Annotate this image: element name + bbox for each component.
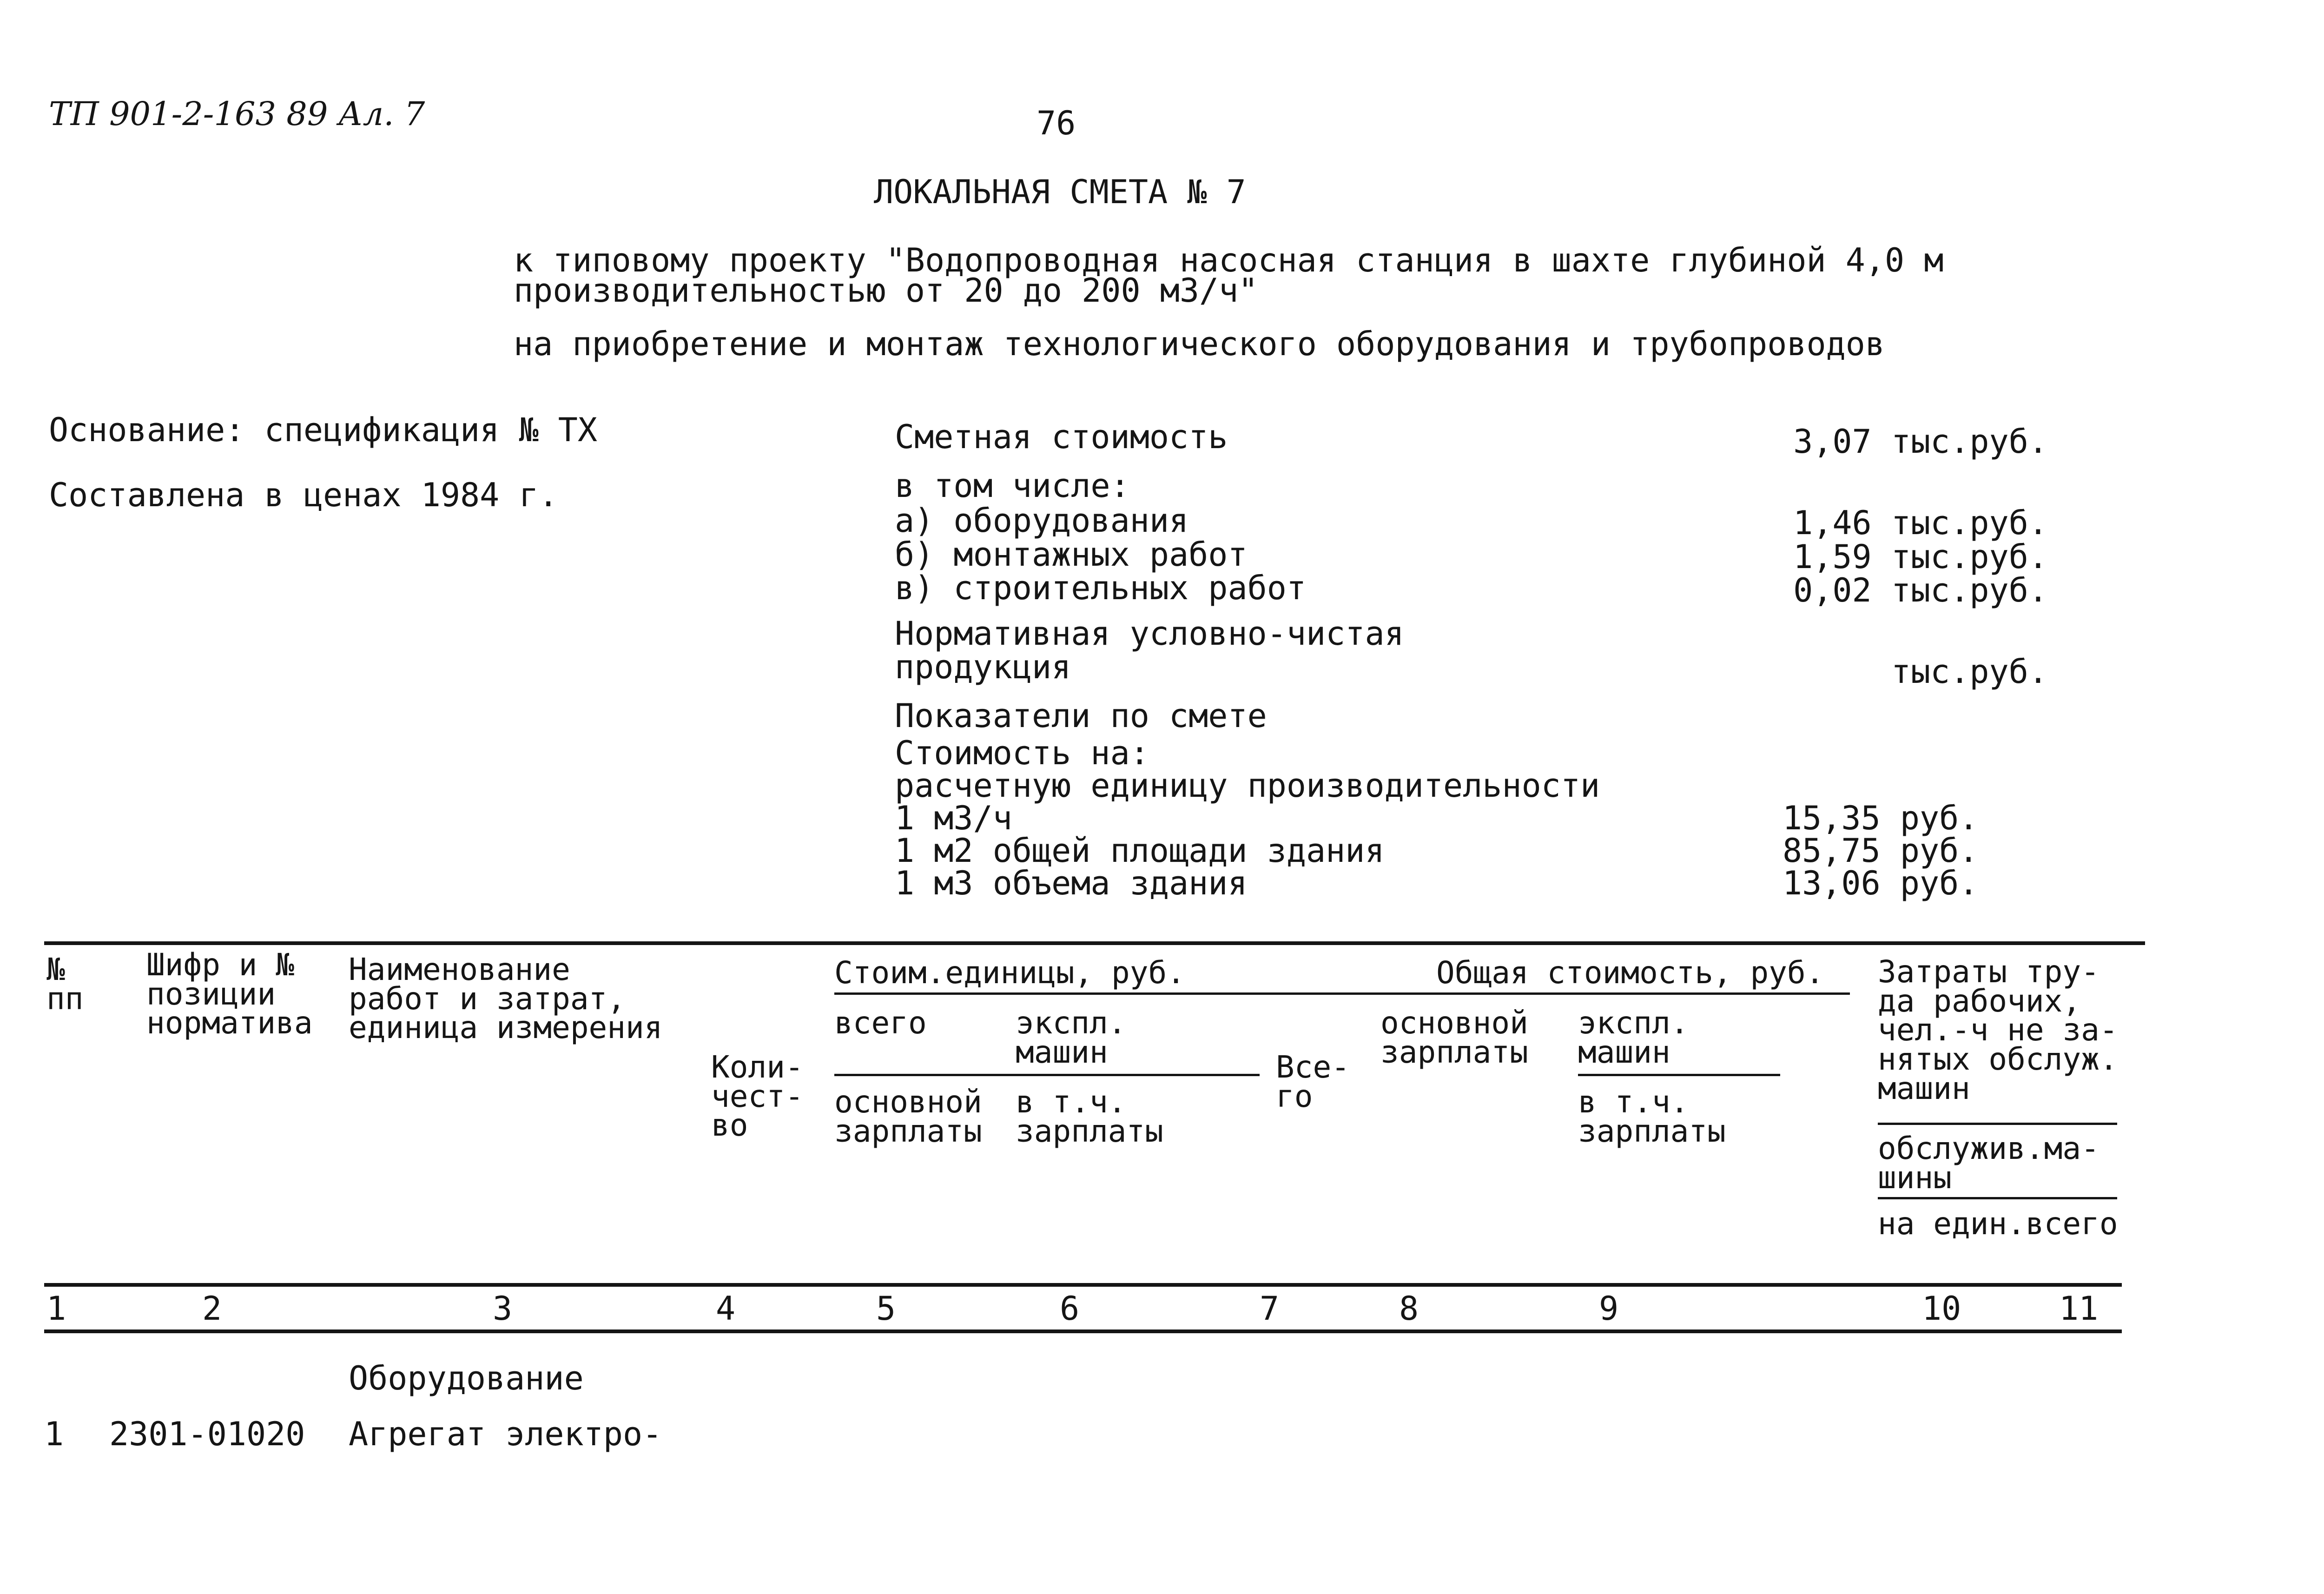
header-col5-bottom: основной зарплаты [834, 1084, 982, 1149]
item-equipment-value: 1,46 тыс.руб. [1793, 504, 2048, 542]
table-top-rule [44, 941, 2145, 945]
normative-label-1: Нормативная условно-чистая [895, 615, 1404, 653]
item-installation-value: 1,59 тыс.руб. [1793, 538, 2048, 576]
item-construction-value: 0,02 тыс.руб. [1793, 571, 2048, 609]
column-number-3: 3 [493, 1290, 513, 1328]
subtitle-line-2: производительностью от 20 до 200 м3/ч" [514, 271, 1258, 310]
unit-label: расчетную единицу производительности [895, 767, 1600, 805]
indicator-per-m3-value: 13,06 руб. [1783, 864, 1979, 902]
header-col9-bottom: в т.ч. зарплаты [1578, 1084, 1726, 1149]
indicator-per-m2-value: 85,75 руб. [1783, 832, 1979, 870]
estimated-cost-label: Сметная стоимость [895, 418, 1228, 456]
basis-spec: Основание: спецификация № ТХ [49, 411, 598, 449]
cost-per-label: Стоимость на: [895, 734, 1149, 772]
unit-cost-split-rule [834, 1074, 1260, 1076]
subtitle-line-3: на приобретение и монтаж технологического оборудования и трубопроводов [514, 325, 1885, 363]
labor-split-rule-2 [1878, 1197, 2117, 1199]
row-name: Агрегат электро- [349, 1415, 662, 1453]
header-col9-top: экспл. машин [1578, 1005, 1689, 1070]
column-number-7: 7 [1260, 1290, 1280, 1328]
indicators-label: Показатели по смете [895, 697, 1267, 735]
column-number-10: 10 [1922, 1290, 1961, 1328]
normative-value: тыс.руб. [1891, 653, 2048, 691]
column-number-5: 5 [876, 1290, 896, 1328]
labor-split-rule-1 [1878, 1123, 2117, 1125]
column-number-8: 8 [1399, 1290, 1419, 1328]
row-number: 1 [44, 1415, 64, 1453]
document-code: ТП 901-2-163 89 Ал. 7 [49, 95, 425, 133]
column-number-11: 11 [2059, 1290, 2099, 1328]
header-col-name: Наименование работ и затрат, единица измерения [349, 952, 663, 1046]
column-number-9: 9 [1599, 1290, 1619, 1328]
subtitle-line-1: к типовому проекту "Водопроводная насосная станция в шахте глубиной 4,0 м [514, 241, 1944, 279]
section-title: Оборудование [349, 1359, 584, 1397]
header-col6-bottom: в т.ч. зарплаты [1016, 1084, 1163, 1149]
header-col-number: № пп [46, 952, 84, 1017]
item-equipment-label: а) оборудования [895, 502, 1189, 540]
header-total-cost-group: Общая стоимость, руб. [1436, 955, 1824, 991]
including-label: в том числе: [895, 467, 1130, 505]
header-unit-cost-group: Стоим.единицы, руб. [834, 955, 1185, 991]
estimated-cost-value: 3,07 тыс.руб. [1793, 423, 2048, 461]
column-number-6: 6 [1060, 1290, 1080, 1328]
indicator-per-m2-label: 1 м2 общей площади здания [895, 832, 1385, 870]
estimate-title: ЛОКАЛЬНАЯ СМЕТА № 7 [874, 173, 1246, 211]
header-labor-mid: обслужив.ма- шины [1878, 1131, 2100, 1196]
header-col8: основной зарплаты [1380, 1005, 1528, 1070]
header-col-quantity: Коли- чест- во [711, 1049, 804, 1144]
column-number-4: 4 [716, 1290, 736, 1328]
normative-label-2: продукция [895, 648, 1071, 686]
column-number-1: 1 [46, 1290, 66, 1328]
header-col5-top: всего [834, 1005, 927, 1041]
row-code: 2301-01020 [109, 1415, 305, 1453]
header-labor-bottom: на един.всего [1878, 1206, 2118, 1242]
item-construction-label: в) строительных работ [895, 569, 1307, 607]
indicator-per-m3h-value: 15,35 руб. [1783, 799, 1979, 837]
column-number-2: 2 [202, 1290, 222, 1328]
indicator-per-m3h-label: 1 м3/ч [895, 799, 1012, 837]
column-numbers-top-rule [44, 1283, 2122, 1287]
basis-prices: Составлена в ценах 1984 г. [49, 476, 558, 514]
column-numbers-bottom-rule [44, 1329, 2122, 1333]
group-header-rule [834, 992, 1850, 995]
header-col-code: Шифр и № позиции норматива [146, 947, 313, 1041]
header-labor-top: Затраты тру- да рабочих, чел.-ч не за- нятых обслуж. машин [1878, 954, 2118, 1106]
header-col7: Все- го [1276, 1049, 1350, 1114]
total-mach-split-rule [1578, 1074, 1780, 1076]
indicator-per-m3-label: 1 м3 объема здания [895, 864, 1248, 902]
page-number: 76 [1037, 104, 1076, 142]
header-col6-top: экспл. машин [1016, 1005, 1127, 1070]
item-installation-label: б) монтажных работ [895, 536, 1248, 574]
